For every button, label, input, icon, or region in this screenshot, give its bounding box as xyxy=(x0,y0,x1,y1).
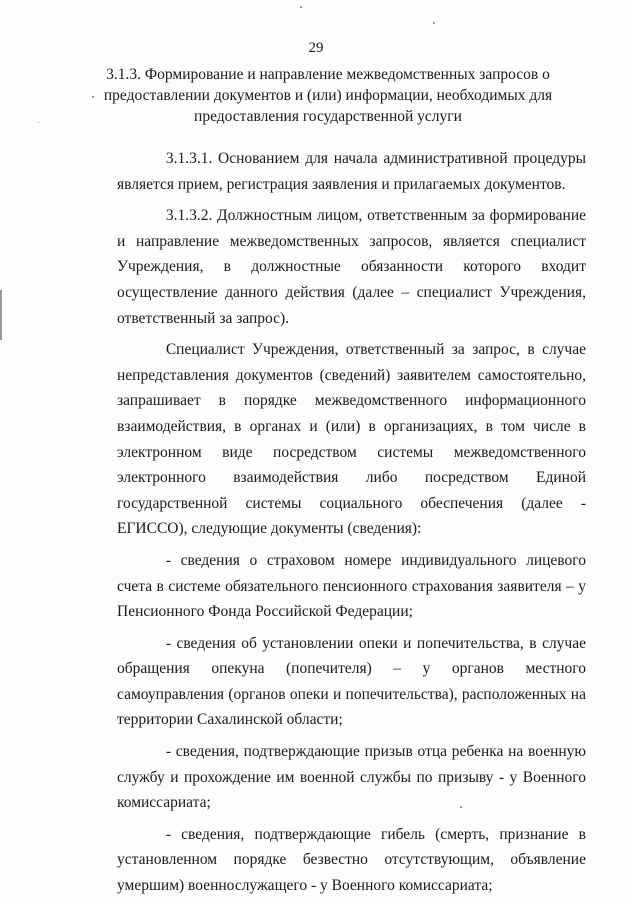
section-heading: 3.1.3. Формирование и направление межведомственных запросов о предоставлении документов и (или) информации, необходимых для предоставления государственной услуги xyxy=(103,66,553,125)
paragraph: 3.1.3.1. Основанием для начала административной процедуры является прием, регистрация заявления и прилагаемых документов. xyxy=(117,150,586,193)
list-item: - сведения о страховом номере индивидуального лицевого счета в системе обязательного пенсионного страхования заявителя – у Пенсионного Фонда Российской Федерации; xyxy=(117,551,586,621)
body-text xyxy=(117,146,586,899)
scan-speck xyxy=(433,22,435,24)
page-number: 29 xyxy=(308,40,324,56)
list-item: - сведения об установлении опеки и попечительства, в случае обращения опекуна (попечителя) – у органов местного самоуправления (органов опеки и попечительства), расположенных на территории Сахалинской области; xyxy=(117,634,586,729)
paragraph: Специалист Учреждения, ответственный за запрос, в случае непредставления документов (сведений) заявителем самостоятельно, запрашивает в порядке межведомственного информационного взаимодействия, в органах и (или) в организациях, в том числе в электронном виде посредством системы межведомственного электронного взаимодействия либо посредством Единой государственной системы социального обеспечения (далее - ЕГИССО), следующие документы (сведения): xyxy=(117,341,586,538)
scan-speck xyxy=(38,122,39,123)
list-item: - сведения, подтверждающие гибель (смерть, признание в установленном порядке безвестно отсутствующим, объявление умершим) военнослужащего - у Военного комиссариата; xyxy=(117,825,586,895)
paragraph: 3.1.3.2. Должностным лицом, ответственным за формирование и направление межведомственных запросов, является специалист Учреждения, в должностные обязанности которого входит осуществление данного действия (далее – специалист Учреждения, ответственный за запрос). xyxy=(117,207,586,327)
list-item: - сведения, подтверждающие призыв отца ребенка на военную службу и прохождение им военной службы по призыву - у Военного комиссариата; xyxy=(117,743,586,812)
scan-edge-mark xyxy=(0,290,2,340)
scan-speck xyxy=(300,6,302,8)
